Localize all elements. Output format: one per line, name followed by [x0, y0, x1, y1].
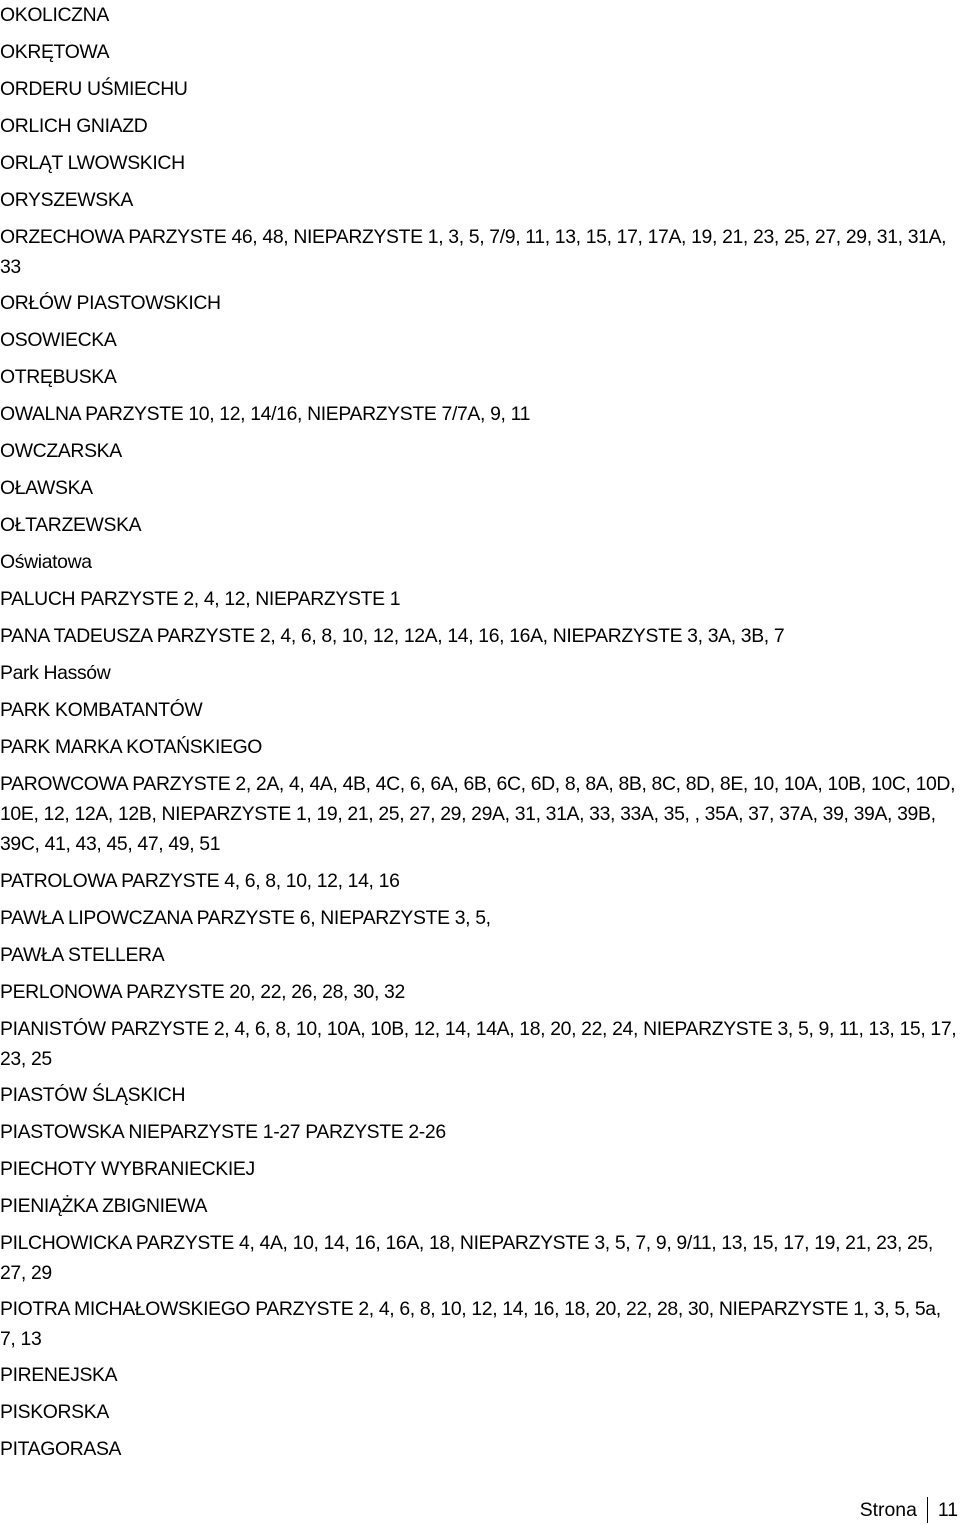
list-item: OKOLICZNA [0, 4, 109, 26]
list-item: OŁAWSKA [0, 477, 93, 499]
list-item: PERLONOWA PARZYSTE 20, 22, 26, 28, 30, 32 [0, 981, 405, 1003]
list-item: PALUCH PARZYSTE 2, 4, 12, NIEPARZYSTE 1 [0, 588, 401, 610]
list-item: PATROLOWA PARZYSTE 4, 6, 8, 10, 12, 14, 16 [0, 870, 400, 892]
list-item: PILCHOWICKA PARZYSTE 4, 4A, 10, 14, 16, 16A, 18, NIEPARZYSTE 3, 5, 7, 9, 9/11, 13, 15, 17, 19, 21, 23, 25, 27, 29 [0, 1232, 933, 1284]
list-item: PIASTÓW ŚLĄSKICH [0, 1084, 186, 1106]
list-item: PAROWCOWA PARZYSTE 2, 2A, 4, 4A, 4B, 4C, 6, 6A, 6B, 6C, 6D, 8, 8A, 8B, 8C, 8D, 8E, 10, 10A, 10B, 10C, 10D, 10E, 12, 12A, 12B, NIEPARZYSTE 1, 19, 21, 25, 27, 29, 29A, 31, 31A, 33, 33A, 35, , 35A, 37, 37A, 39, 39A, 39B, 39C, 41, 43, 45, 47, 49, 51 [0, 773, 956, 855]
list-item: OŁTARZEWSKA [0, 514, 142, 536]
list-item: PARK KOMBATANTÓW [0, 699, 203, 721]
list-item: PIANISTÓW PARZYSTE 2, 4, 6, 8, 10, 10A, 10B, 12, 14, 14A, 18, 20, 22, 24, NIEPARZYSTE 3, 5, 9, 11, 13, 15, 17, 23, 25 [0, 1018, 957, 1070]
list-item: PAWŁA STELLERA [0, 944, 165, 966]
list-item: ORYSZEWSKA [0, 189, 133, 211]
list-item: ORDERU UŚMIECHU [0, 78, 188, 100]
list-item: PANA TADEUSZA PARZYSTE 2, 4, 6, 8, 10, 12, 12A, 14, 16, 16A, NIEPARZYSTE 3, 3A, 3B, 7 [0, 625, 785, 647]
list-item: Oświatowa [0, 551, 92, 573]
list-item: ORZECHOWA PARZYSTE 46, 48, NIEPARZYSTE 1, 3, 5, 7/9, 11, 13, 15, 17, 17A, 19, 21, 23, 25, 27, 29, 31, 31A, 33 [0, 226, 947, 278]
list-item: PIECHOTY WYBRANIECKIEJ [0, 1158, 255, 1180]
list-item: PIASTOWSKA NIEPARZYSTE 1-27 PARZYSTE 2-26 [0, 1121, 446, 1143]
list-item: Park Hassów [0, 662, 111, 684]
list-item: ORLICH GNIAZD [0, 115, 148, 137]
list-item: PARK MARKA KOTAŃSKIEGO [0, 736, 263, 758]
list-item: ORLĄT LWOWSKICH [0, 152, 185, 174]
list-item: OWCZARSKA [0, 440, 122, 462]
list-item: PIENIĄŻKA ZBIGNIEWA [0, 1195, 208, 1217]
list-item: PIRENEJSKA [0, 1364, 118, 1386]
page-footer [860, 1495, 960, 1525]
list-item: PITAGORASA [0, 1438, 122, 1460]
list-item: OSOWIECKA [0, 329, 117, 351]
list-item: PISKORSKA [0, 1401, 109, 1423]
list-item: PIOTRA MICHAŁOWSKIEGO PARZYSTE 2, 4, 6, 8, 10, 12, 14, 16, 18, 20, 22, 28, 30, NIEPARZYSTE 1, 3, 5, 5a, 7, 13 [0, 1298, 941, 1350]
list-item: OKRĘTOWA [0, 41, 110, 63]
list-item: OTRĘBUSKA [0, 366, 117, 388]
list-item: OWALNA PARZYSTE 10, 12, 14/16, NIEPARZYSTE 7/7A, 9, 11 [0, 403, 531, 425]
page-label: Strona [859, 1499, 917, 1521]
page-number: 11 [937, 1499, 958, 1521]
list-item: PAWŁA LIPOWCZANA PARZYSTE 6, NIEPARZYSTE 3, 5, [0, 907, 491, 929]
list-item: ORŁÓW PIASTOWSKICH [0, 292, 221, 314]
